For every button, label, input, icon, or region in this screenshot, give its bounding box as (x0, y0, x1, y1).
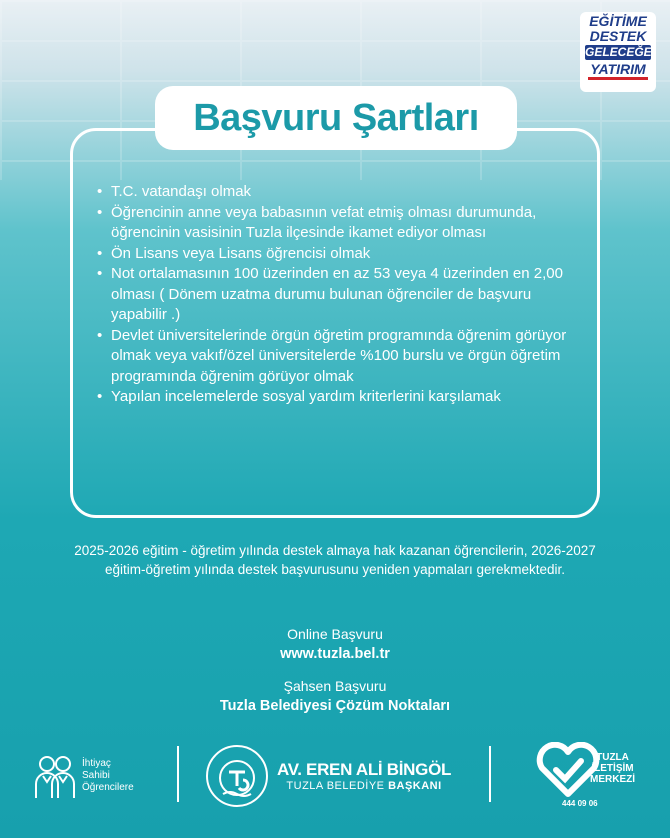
requirement-item: • Yapılan incelemelerde sosyal yardım kriterlerini karşılamak (97, 387, 567, 408)
mayor-title (277, 780, 451, 792)
footer-divider (489, 746, 491, 802)
requirement-item: • T.C. vatandaşı olmak (97, 182, 567, 203)
campaign-logo-line4: YATIRIM (588, 61, 648, 80)
campaign-logo-line1: EĞİTİME (589, 13, 647, 29)
needy-line3: Öğrencilere (82, 782, 134, 793)
footer-divider (177, 746, 179, 802)
requirement-item: • Devlet üniversitelerinde örgün öğretim programında öğrenim görüyor olmak veya vakıf/özel üniversitelerde %100 burslu ve örgün öğretim programında öğrenim görüyor olmak (97, 326, 567, 388)
needy-line1: İhtiyaç (82, 758, 111, 769)
campaign-logo-line3: GELECEĞE (585, 45, 652, 59)
mayor-title-prefix: TUZLA BELEDİYE (286, 780, 389, 792)
requirements-list (97, 182, 567, 408)
center-line3: MERKEZİ (590, 774, 635, 785)
requirement-item: • Ön Lisans veya Lisans öğrencisi olmak (97, 244, 567, 265)
campaign-logo (580, 12, 656, 92)
online-apply-label: Online Başvuru (287, 626, 383, 642)
requirement-item: • Öğrencinin anne veya babasının vefat etmiş olması durumunda, öğrencinin vasisinin Tuzla ilçesinde ikamet ediyor olması (97, 203, 567, 244)
needy-line2: Sahibi (82, 770, 110, 781)
inperson-apply-label: Şahsen Başvuru (283, 678, 387, 694)
mayor-title-bold: BAŞKANI (388, 780, 442, 792)
mayor-name: AV. EREN ALİ BİNGÖL (277, 760, 452, 779)
center-line1: TUZLA (596, 752, 629, 763)
online-apply-link[interactable]: www.tuzla.bel.tr (280, 646, 390, 662)
renewal-notice: 2025-2026 eğitim - öğretim yılında destek almaya hak kazanan öğrencilerin, 2026-2027 eğitim-öğretim yılında destek başvurusunu yeniden yapmaları gerekmektedir. (74, 543, 596, 577)
center-line2: İLETİŞİM (591, 763, 634, 774)
requirement-item: • Not ortalamasının 100 üzerinden en az 53 veya 4 üzerinden en 2,00 olması ( Dönem uzatma durumu bulunan öğrenciler de başvuru yapabilir .) (97, 264, 567, 326)
center-phone: 444 09 06 (562, 799, 598, 808)
footer (0, 740, 670, 810)
students-icon (34, 752, 76, 800)
municipality-seal-icon (205, 744, 269, 808)
inperson-apply-value: Tuzla Belediyesi Çözüm Noktaları (219, 698, 451, 714)
communication-center-block (536, 742, 636, 808)
mayor-block (205, 744, 451, 808)
campaign-logo-line2: DESTEK (589, 28, 647, 44)
needy-students-block (34, 752, 134, 800)
page-title: Başvuru Şartları (155, 86, 517, 150)
